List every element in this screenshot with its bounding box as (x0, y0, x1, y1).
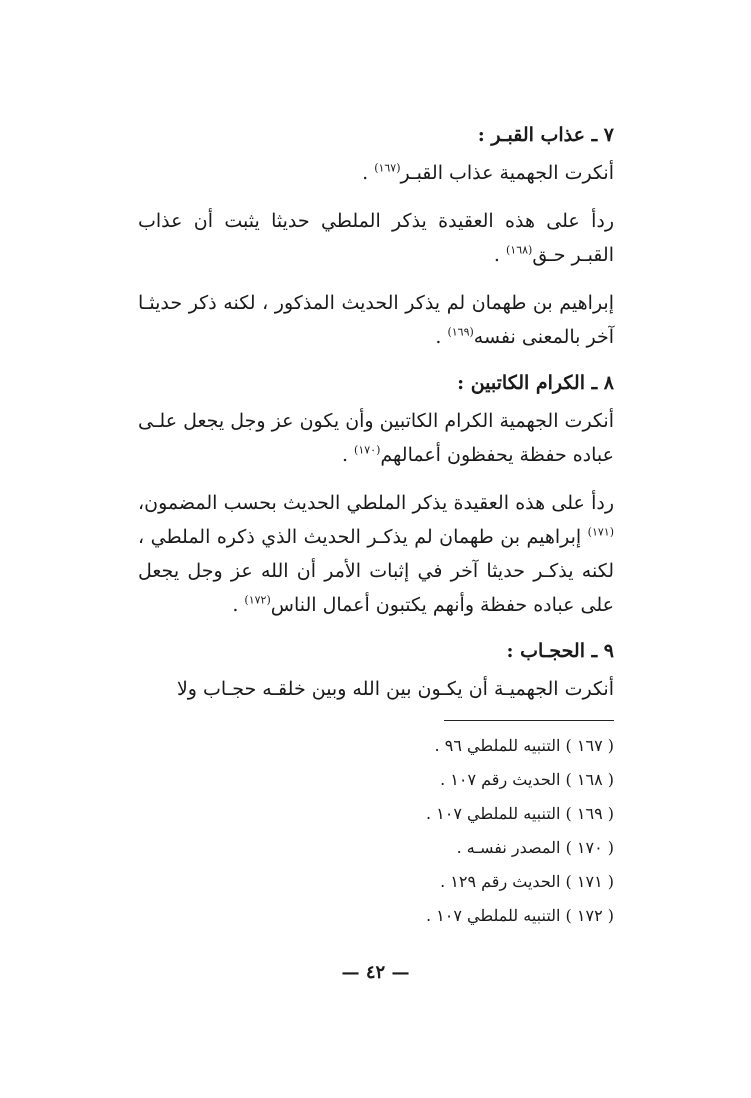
footnote-ref-170: (١٧٠) (354, 443, 381, 457)
footnote-ref-168: (١٦٨) (506, 243, 533, 257)
footnote-item: ( ١٦٧ ) التنبيه للملطي ٩٦ . (434, 736, 614, 755)
section-heading-9: ٩ ـ الحجـاب : (506, 640, 614, 662)
paragraph-7-3 (138, 286, 614, 354)
paragraph-end: . (362, 162, 375, 184)
paragraph-text: أنكرت الجهمية عذاب القبـر (400, 162, 614, 184)
paragraph-text: ردأ على هذه العقيدة يذكر الملطي الحديث بحسب المضمون، (138, 492, 614, 514)
footnote-item: ( ١٦٨ ) الحديث رقم ١٠٧ . (440, 770, 614, 789)
paragraph-8-2 (138, 486, 614, 622)
footnote-item: ( ١٦٩ ) التنبيه للملطي ١٠٧ . (425, 804, 614, 823)
footnote-item: ( ١٧١ ) الحديث رقم ١٢٩ . (440, 872, 614, 891)
footnote-ref-171: (١٧١) (587, 525, 614, 539)
section-heading-7: ٧ ـ عذاب القبـر : (477, 124, 614, 146)
footnote-item: ( ١٧٢ ) التنبيه للملطي ١٠٧ . (425, 906, 614, 925)
paragraph-text: أنكرت الجهميـة أن يكـون بين الله وبين خلقـه حجـاب ولا (176, 678, 614, 700)
footnote-ref-172: (١٧٢) (244, 593, 271, 607)
paragraph-7-2 (138, 204, 614, 272)
paragraph-end: . (232, 594, 245, 616)
footnote-ref-169: (١٦٩) (447, 325, 474, 339)
footnote-list (138, 729, 614, 933)
paragraph-text-continued: إبراهيم بن طهمان لم يذكـر الحديث الذي ذكره الملطي ، لكنه يذكـر حديثا آخر في إثبات الأمر أن الله عز وجل يجعل على عباده حفظة وأنهم يكتبون أعمال الناس (138, 526, 614, 616)
paragraph-text: إبراهيم بن طهمان لم يذكر الحديث المذكور ، لكنه ذكر حديثـا آخر بالمعنى نفسه (138, 292, 614, 348)
paragraph-9-1 (138, 672, 614, 706)
paragraph-8-1 (138, 404, 614, 472)
document-page (138, 120, 614, 933)
footnote-ref-167: (١٦٧) (374, 161, 401, 175)
paragraph-7-1 (138, 156, 614, 190)
paragraph-end: . (493, 244, 506, 266)
footnote-divider (444, 720, 614, 721)
paragraph-end: . (435, 326, 448, 348)
section-heading-8: ٨ ـ الكرام الكاتبين : (457, 372, 614, 394)
page-number: — ٤٢ — (341, 962, 410, 983)
paragraph-text: ردأ على هذه العقيدة يذكر الملطي حديثا يثبت أن عذاب القبـر حـق (138, 210, 614, 266)
footnote-item: ( ١٧٠ ) المصدر نفسـه . (456, 838, 614, 857)
paragraph-end: . (341, 444, 355, 466)
paragraph-text: أنكرت الجهمية الكرام الكاتبين وأن يكون عز وجل يجعل علـى عباده حفظة يحفظون أعمالهم (138, 410, 614, 466)
